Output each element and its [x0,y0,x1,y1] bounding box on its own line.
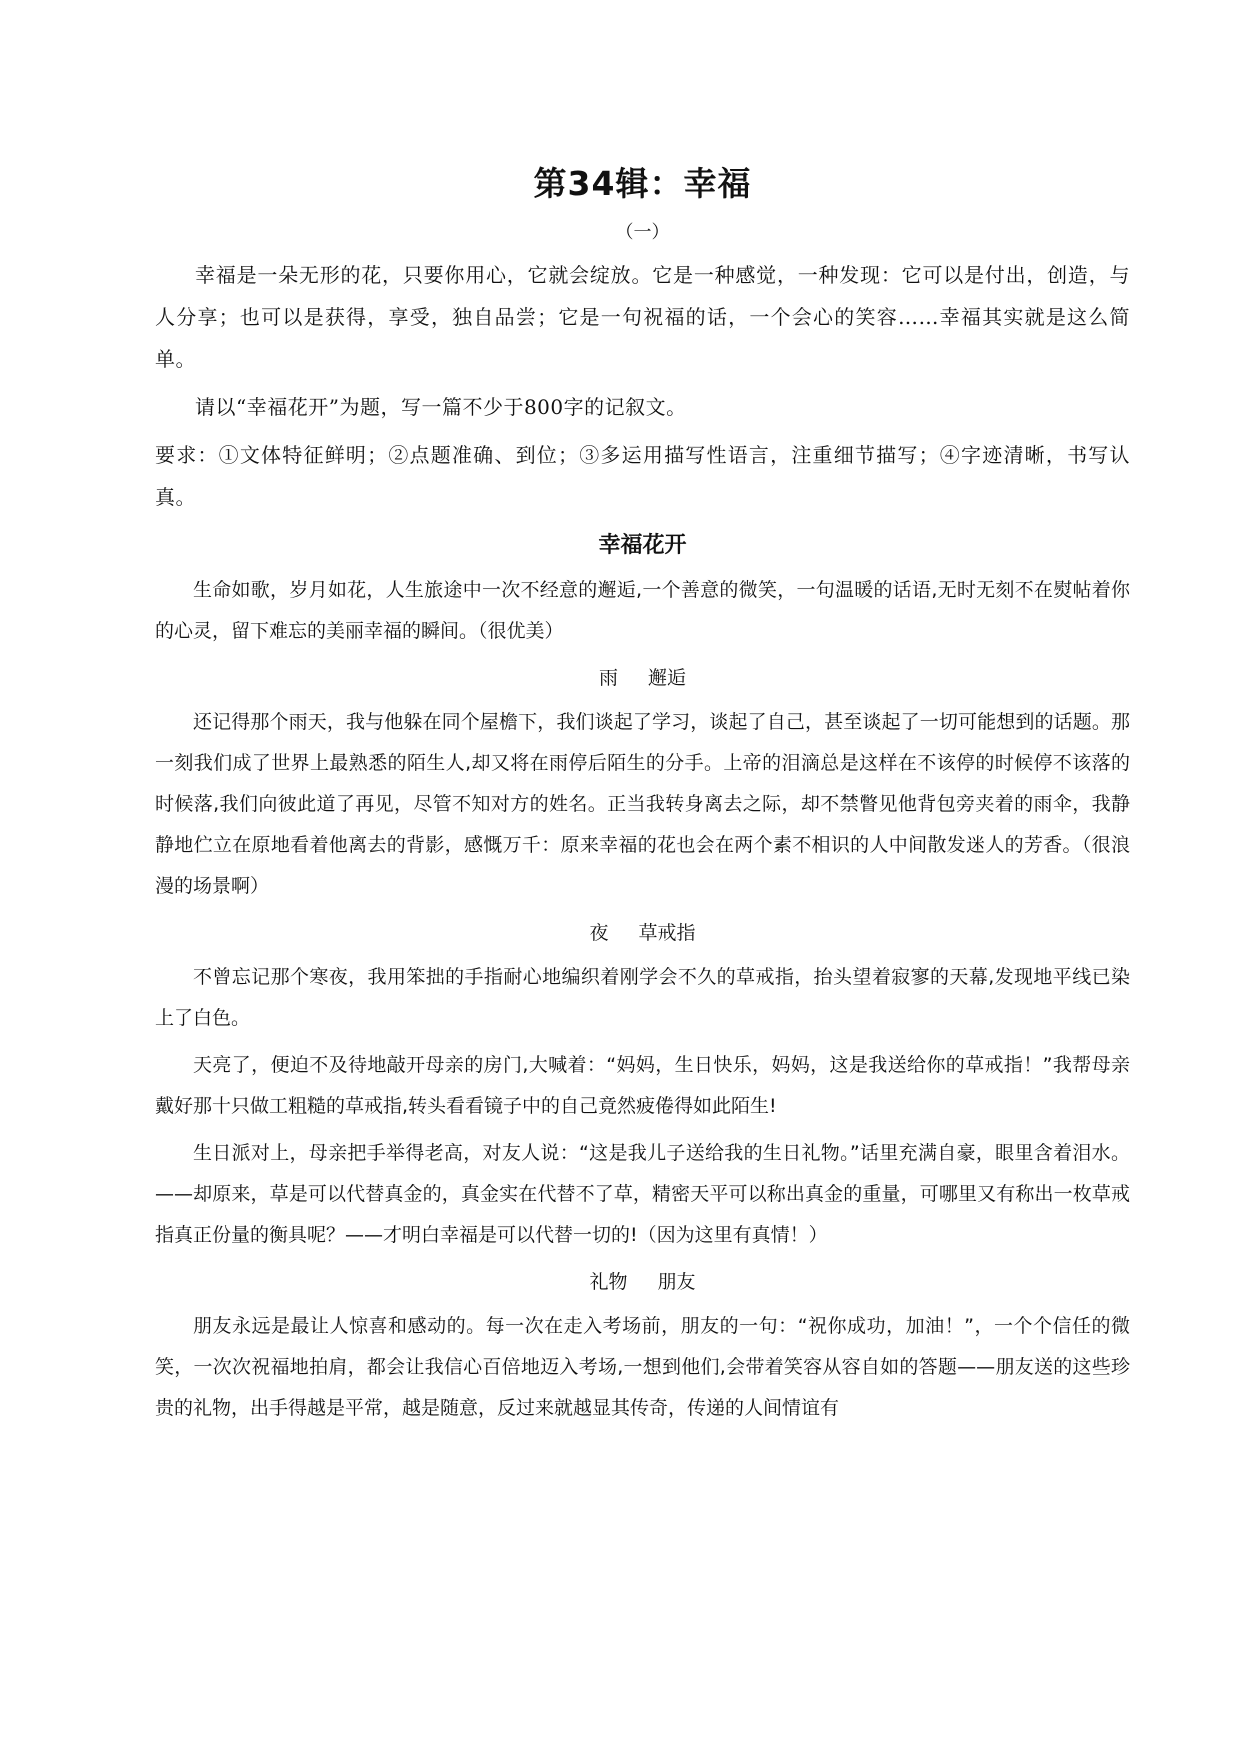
section-heading-part: 礼物 [589,1271,628,1293]
essay-paragraph: 生日派对上，母亲把手举得老高，对友人说：“这是我儿子送给我的生日礼物。”话里充满自豪，眼里含着泪水。——却原来，草是可以代替真金的，真金实在代替不了草，精密天平可以称出真金的重量，可哪里又有称出一枚草戒指真正份量的衡具呢？——才明白幸福是可以代替一切的!（因为这里有真情！） [155,1142,1130,1246]
section-heading-gift [155,1264,1130,1300]
section-number: （一） [615,222,670,243]
section-heading-part: 邂逅 [648,667,687,689]
prompt-intro: 幸福是一朵无形的花，只要你用心，它就会绽放。它是一种感觉，一种发现：它可以是付出，创造，与人分享；也可以是获得，享受，独自品尝；它是一句祝福的话，一个会心的笑容……幸福其实就是这么简单。 [155,263,1130,371]
essay-paragraph: 还记得那个雨天，我与他躲在同个屋檐下，我们谈起了学习，谈起了自己，甚至谈起了一切可能想到的话题。那一刻我们成了世界上最熟悉的陌生人,却又将在雨停后陌生的分手。上帝的泪滴总是这样在不该停的时候停不该落的时候落,我们向彼此道了再见，尽管不知对方的姓名。正当我转身离去之际，却不禁瞥见他背包旁夹着的雨伞，我静静地伫立在原地看着他离去的背影，感慨万千：原来幸福的花也会在两个素不相识的人中间散发迷人的芳香。（很浪漫的场景啊） [155,711,1130,897]
section-heading-part: 草戒指 [638,922,696,944]
essay-title: 幸福花开 [598,533,687,558]
document-page [155,150,1130,1429]
essay-paragraph: 不曾忘记那个寒夜，我用笨拙的手指耐心地编织着刚学会不久的草戒指，抬头望着寂寥的天幕,发现地平线已染上了白色。 [155,966,1130,1029]
prompt-task: 请以“幸福花开”为题，写一篇不少于800字的记叙文。 [195,395,687,419]
section-heading-part: 夜 [589,922,609,944]
essay-paragraph: 朋友永远是最让人惊喜和感动的。每一次在走入考场前，朋友的一句：“祝你成功，加油！”，一个个信任的微笑，一次次祝福地拍肩，都会让我信心百倍地迈入考场,一想到他们,会带着笑容从容自如的答题——朋友送的这些珍贵的礼物，出手得越是平常，越是随意，反过来就越显其传奇，传递的人间情谊有 [155,1315,1130,1419]
prompt-requirements: 要求：①文体特征鲜明；②点题准确、到位；③多运用描写性语言，注重细节描写；④字迹清晰，书写认真。 [155,443,1130,509]
section-heading-part: 朋友 [657,1271,696,1293]
essay-paragraph: 天亮了，便迫不及待地敲开母亲的房门,大喊着：“妈妈，生日快乐，妈妈，这是我送给你的草戒指！”我帮母亲戴好那十只做工粗糙的草戒指,转头看看镜子中的自己竟然疲倦得如此陌生! [155,1054,1130,1117]
essay-opening: 生命如歌，岁月如花，人生旅途中一次不经意的邂逅,一个善意的微笑，一句温暖的话语,无时无刻不在熨帖着你的心灵，留下难忘的美丽幸福的瞬间。（很优美） [155,579,1130,642]
section-heading-night [155,915,1130,951]
section-heading-part: 雨 [598,667,618,689]
page-title: 第34辑：幸福 [533,164,752,203]
section-heading-rain [155,660,1130,696]
